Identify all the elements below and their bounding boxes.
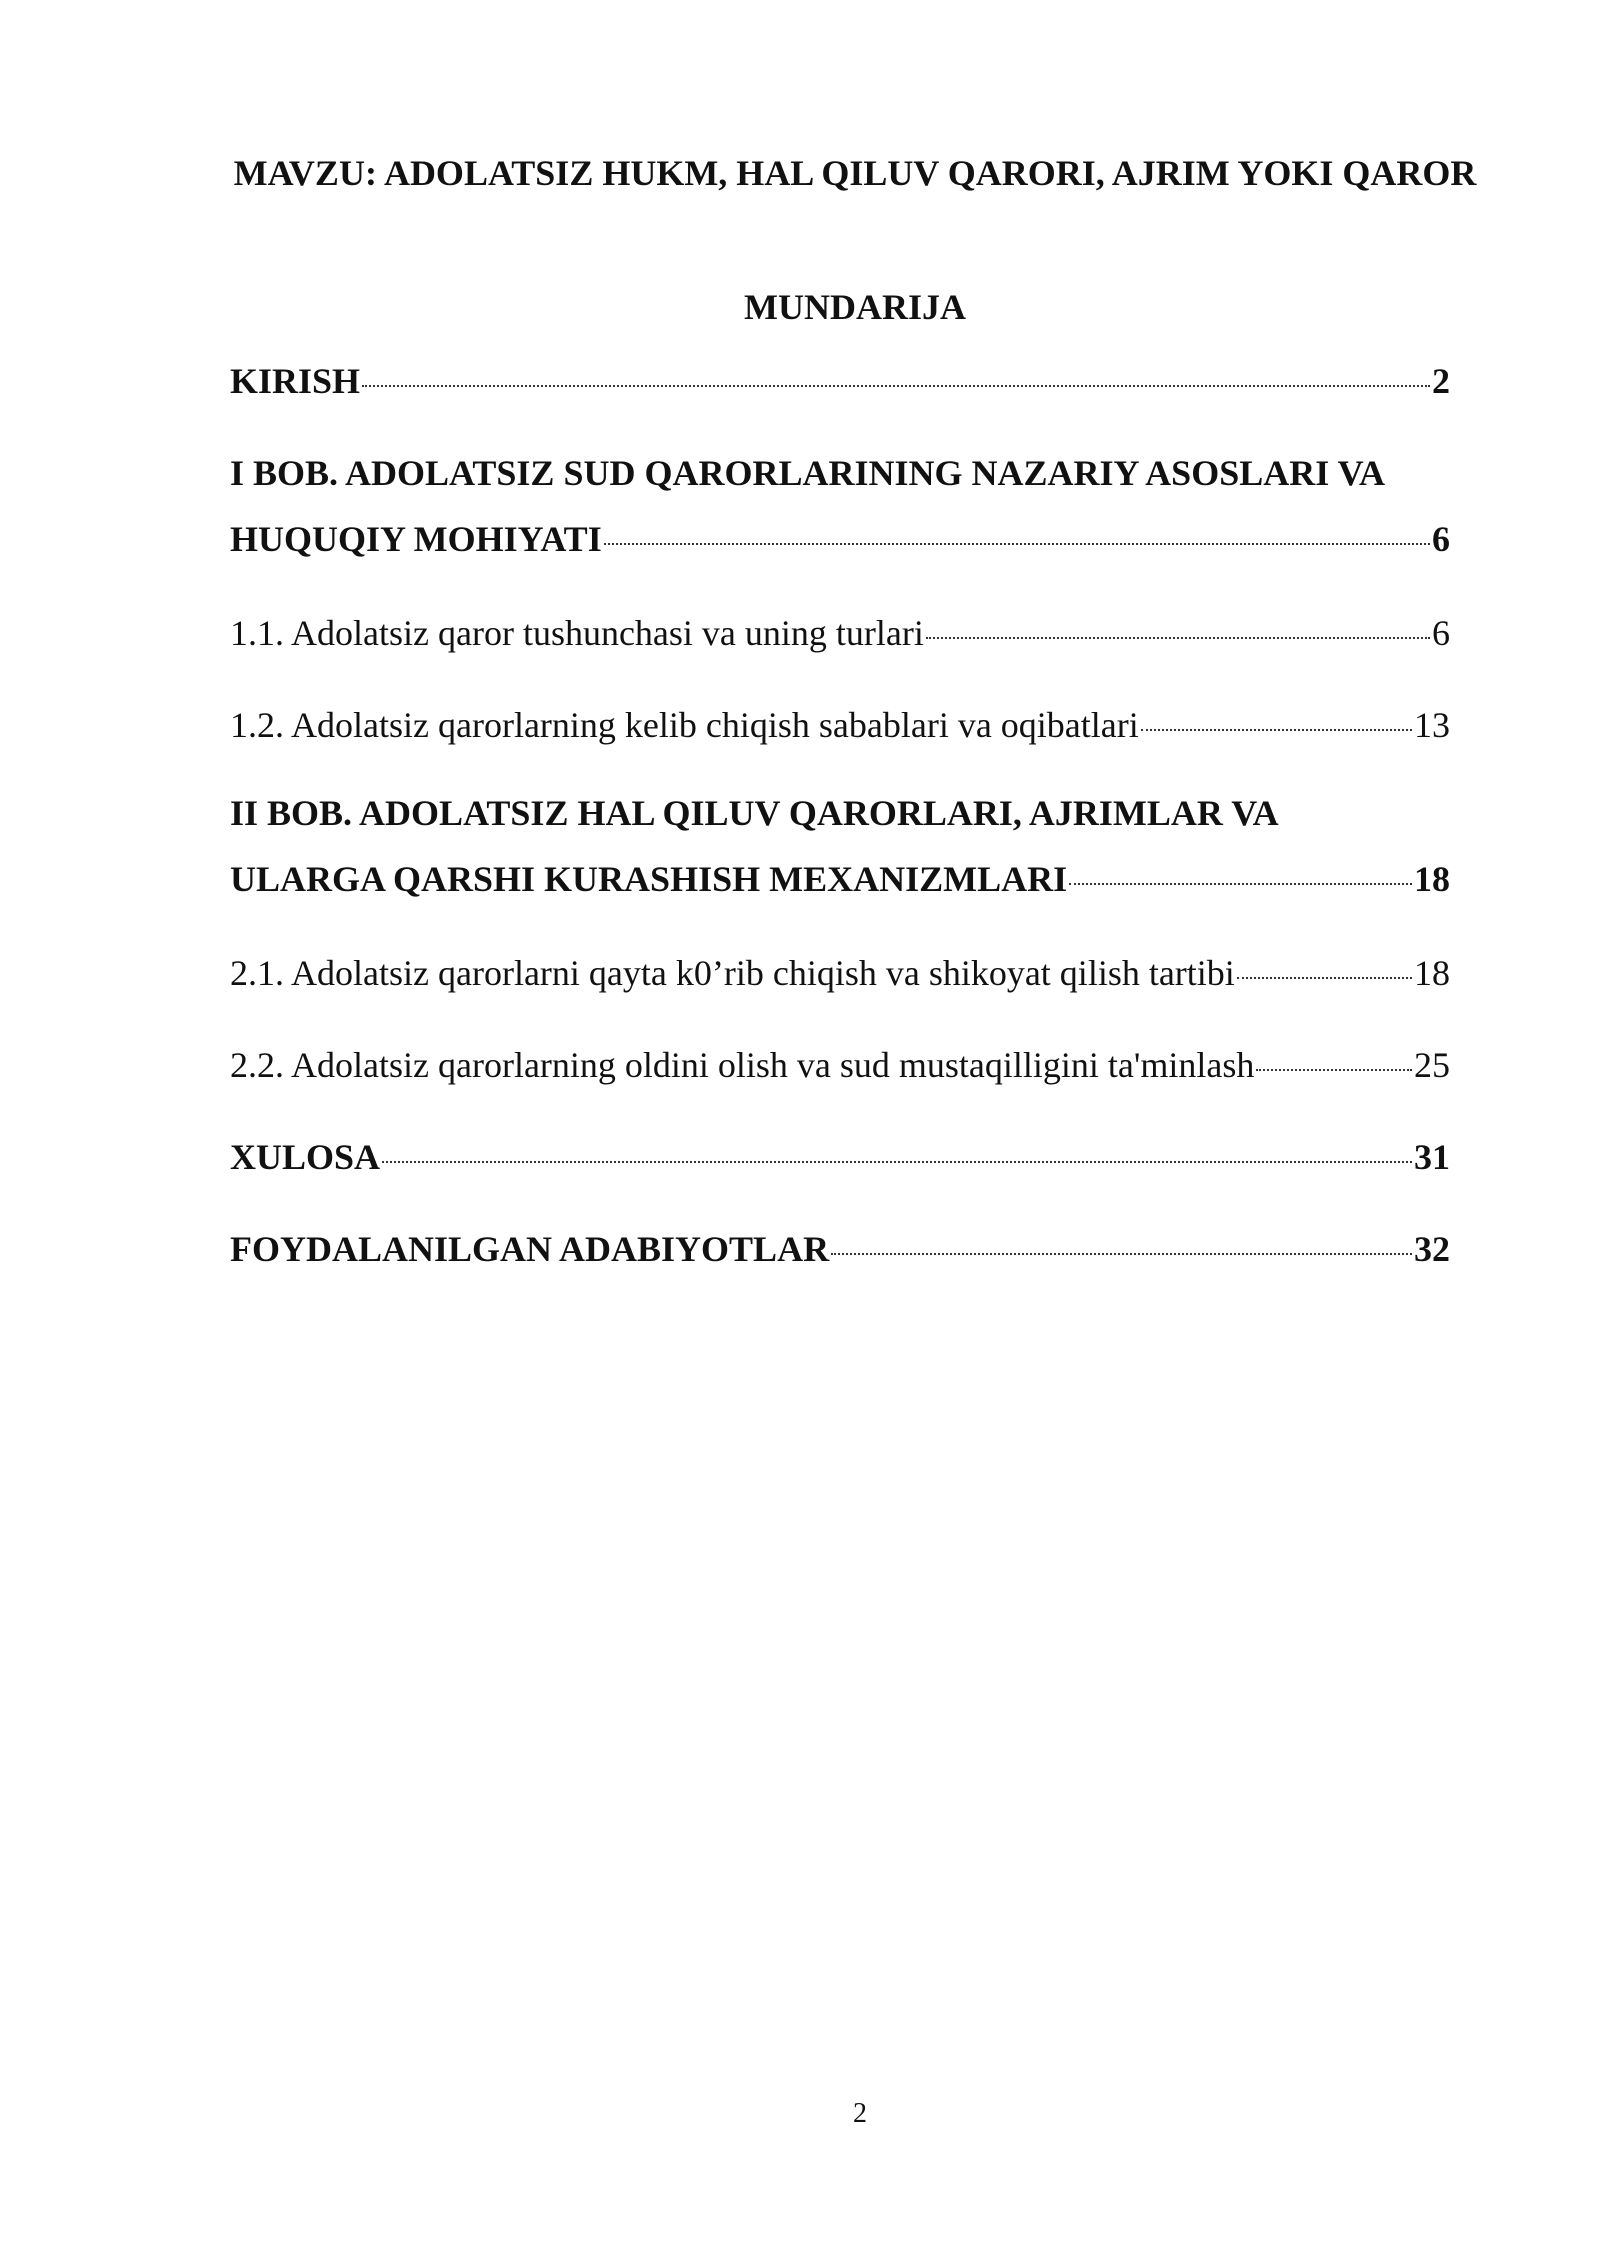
toc-entry-title: 1.1. Adolatsiz qaror tushunchasi va uning turlari [230, 613, 924, 653]
toc-entry-title: 2.1. Adolatsiz qarorlarni qayta k0’rib chiqish va shikoyat qilish tartibi [230, 953, 1235, 993]
toc-entry-section-1-2[interactable] [230, 692, 1450, 758]
toc-entry-chapter-2[interactable] [230, 780, 1450, 912]
dot-leader [1237, 977, 1412, 979]
toc-entry-section-2-2[interactable] [230, 1032, 1450, 1098]
toc-entry-page: 25 [1414, 1045, 1450, 1085]
toc-entry-title-line-1: I BOB. ADOLATSIZ SUD QARORLARINING NAZARIY ASOSLARI VA [230, 453, 1385, 493]
toc-entry-title: 1.2. Adolatsiz qarorlarning kelib chiqish sabablari va oqibatlari [230, 705, 1139, 745]
toc-entry-xulosa[interactable] [230, 1124, 1450, 1190]
toc-entry-title-line-2: ULARGA QARSHI KURASHISH MEXANIZMLARI [230, 859, 1068, 899]
toc-entry-page: 31 [1414, 1137, 1450, 1177]
toc-entry-title: 2.2. Adolatsiz qarorlarning oldini olish va sud mustaqilligini ta'minlash [230, 1045, 1255, 1085]
toc-entry-section-2-1[interactable] [230, 940, 1450, 1006]
toc-heading: MUNDARIJA [744, 287, 966, 327]
toc-entry-page: 18 [1414, 859, 1450, 899]
toc-entry-kirish[interactable] [230, 348, 1450, 414]
document-title: MAVZU: ADOLATSIZ HUKM, HAL QILUV QARORI, AJRIM YOKI QAROR [233, 153, 1477, 193]
toc-entry-page: 32 [1414, 1229, 1450, 1269]
toc-entry-page: 6 [1432, 613, 1450, 653]
toc-entry-title-line-1: II BOB. ADOLATSIZ HAL QILUV QARORLARI, AJRIMLAR VA [230, 793, 1279, 833]
dot-leader [831, 1253, 1412, 1255]
toc-entry-title-line-2: HUQUQIY MOHIYATI [230, 519, 602, 559]
dot-leader [1256, 1069, 1412, 1071]
dot-leader [926, 637, 1430, 639]
dot-leader [604, 543, 1430, 545]
toc-entry-page: 2 [1432, 361, 1450, 401]
toc-entry-page: 13 [1414, 705, 1450, 745]
toc-entry-section-1-1[interactable] [230, 600, 1450, 666]
toc-entry-title: XULOSA [230, 1137, 381, 1177]
toc-entry-chapter-1[interactable] [230, 440, 1450, 572]
page-number: 2 [853, 2098, 867, 2129]
toc-entry-title: KIRISH [230, 361, 361, 401]
toc-entry-page: 18 [1414, 953, 1450, 993]
toc-entry-page: 6 [1432, 519, 1450, 559]
toc-entry-title: FOYDALANILGAN ADABIYOTLAR [230, 1229, 830, 1269]
dot-leader [1069, 883, 1412, 885]
dot-leader [1141, 729, 1412, 731]
toc-entry-references[interactable] [230, 1216, 1450, 1282]
dot-leader [382, 1161, 1412, 1163]
dot-leader [362, 385, 1430, 387]
